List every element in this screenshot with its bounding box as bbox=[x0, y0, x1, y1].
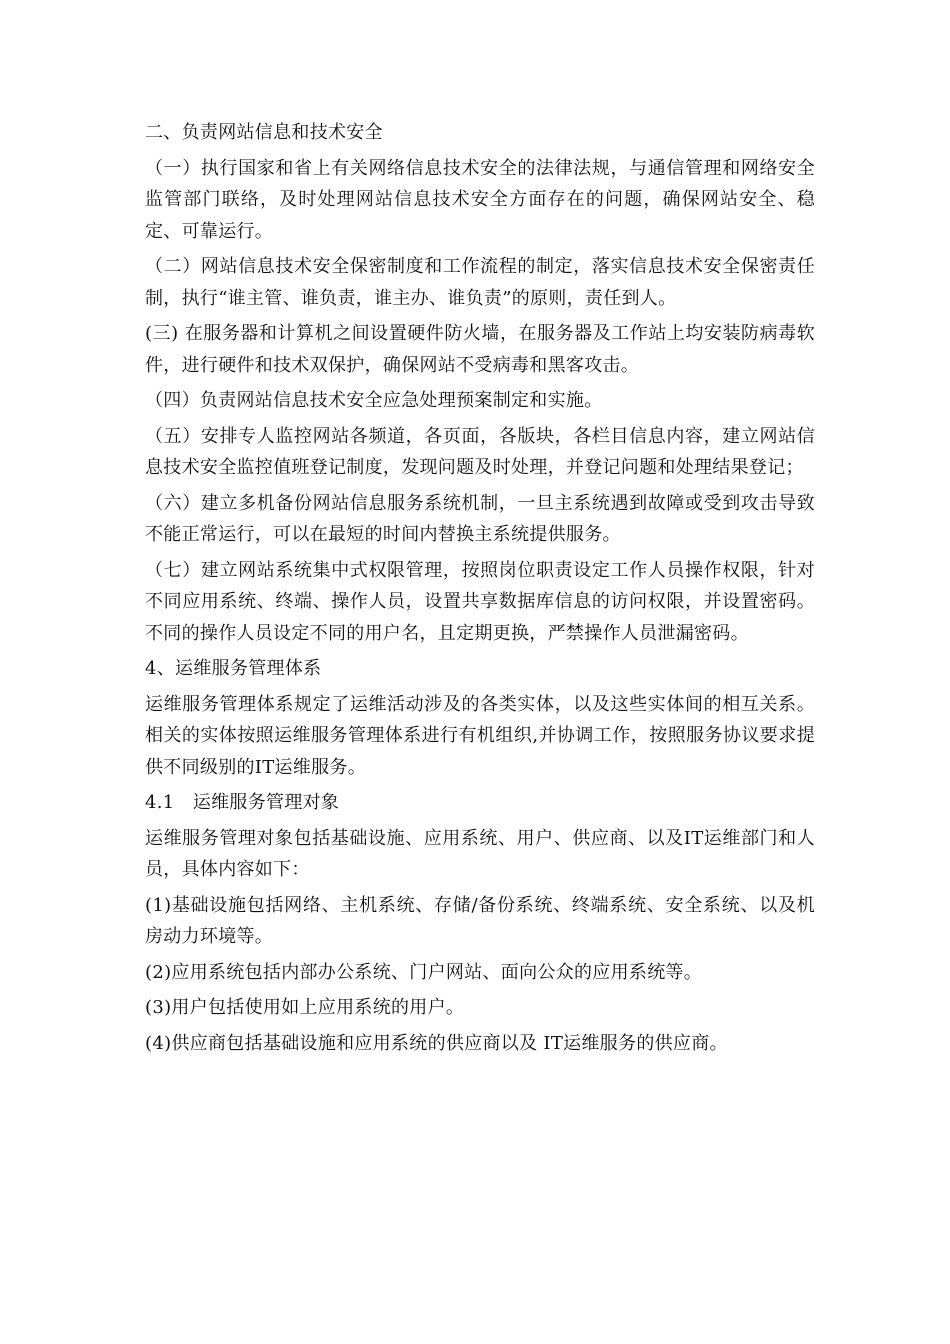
paragraph-ops-intro: 运维服务管理体系规定了运维活动涉及的各类实体，以及这些实体间的相互关系。相关的实体按照运维服务管理体系进行有机组织,并协调工作，按照服务协议要求提供不同级别的IT运维服务。 bbox=[145, 693, 815, 778]
list-item-infrastructure: (1)基础设施包括网络、主机系统、存储/备份系统、终端系统、安全系统、以及机房动力环境等。 bbox=[145, 894, 815, 947]
list-item-suppliers: (4)供应商包括基础设施和应用系统的供应商以及 IT运维服务的供应商。 bbox=[145, 1032, 728, 1054]
document-body bbox=[145, 117, 815, 1063]
paragraph-item-2: （二）网站信息技术安全保密制度和工作流程的制定，落实信息技术安全保密责任制，执行“谁主管、谁负责，谁主办、谁负责”的原则，责任到人。 bbox=[145, 256, 815, 309]
subsection-heading-ops-objects: 4.1 运维服务管理对象 bbox=[145, 792, 340, 813]
paragraph-item-7: （七）建立网站系统集中式权限管理，按照岗位职责设定工作人员操作权限，针对不同应用系统、终端、操作人员，设置共享数据库信息的访问权限，并设置密码。不同的操作人员设定不同的用户名，且定期更换，严禁操作人员泄漏密码。 bbox=[145, 559, 815, 644]
paragraph-item-5: （五）安排专人监控网站各频道，各页面，各版块，各栏目信息内容，建立网站信息技术安全监控值班登记制度，发现问题及时处理，并登记问题和处理结果登记； bbox=[145, 425, 815, 478]
section-heading-website-security: 二、负责网站信息和技术安全 bbox=[145, 122, 383, 143]
paragraph-item-6: （六）建立多机备份网站信息服务系统机制，一旦主系统遇到故障或受到攻击导致不能正常运行，可以在最短的时间内替换主系统提供服务。 bbox=[145, 492, 815, 545]
paragraph-item-1: （一）执行国家和省上有关网络信息技术安全的法律法规，与通信管理和网络安全监管部门联络，及时处理网站信息技术安全方面存在的问题，确保网站安全、稳定、可靠运行。 bbox=[145, 157, 815, 242]
section-heading-ops-management: 4、运维服务管理体系 bbox=[145, 658, 322, 679]
list-item-users: (3)用户包括使用如上应用系统的用户。 bbox=[145, 997, 465, 1018]
paragraph-item-4: （四）负责网站信息技术安全应急处理预案制定和实施。 bbox=[145, 390, 603, 411]
paragraph-ops-objects-intro: 运维服务管理对象包括基础设施、应用系统、用户、供应商、以及IT运维部门和人员，具体内容如下： bbox=[145, 827, 815, 880]
list-item-applications: (2)应用系统包括内部办公系统、门户网站、面向公众的应用系统等。 bbox=[145, 961, 703, 983]
paragraph-item-3: (三) 在服务器和计算机之间设置硬件防火墙，在服务器及工作站上均安装防病毒软件，进行硬件和技术双保护，确保网站不受病毒和黑客攻击。 bbox=[145, 323, 815, 376]
